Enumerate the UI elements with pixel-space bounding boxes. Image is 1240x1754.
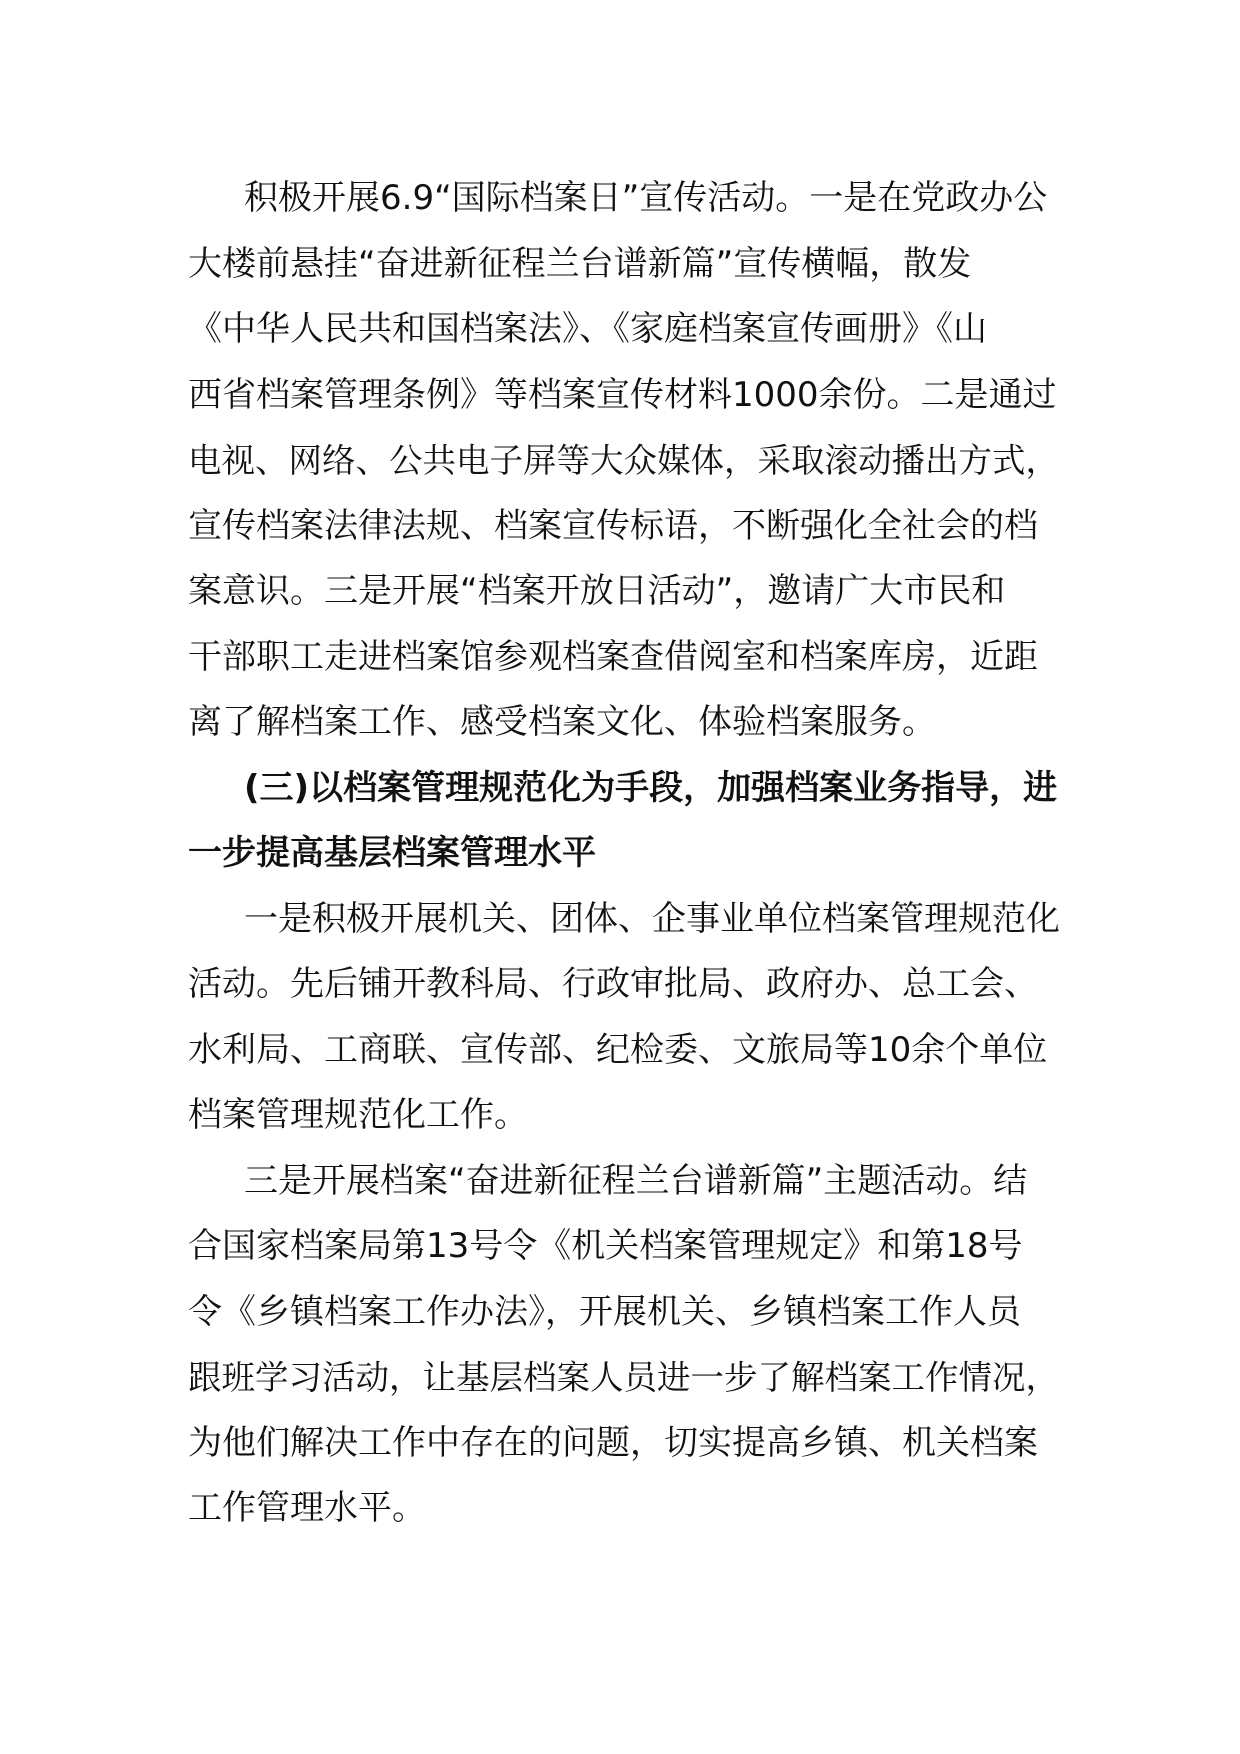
- paragraph-line: 西省档案管理条例》等档案宣传材料1000余份。二是通过: [188, 374, 1057, 415]
- heading-line: (三)以档案管理规范化为手段，加强档案业务指导，进: [244, 767, 1058, 808]
- paragraph-line: 一是积极开展机关、团体、企事业单位档案管理规范化: [244, 898, 1060, 939]
- paragraph-line: 令《乡镇档案工作办法》，开展机关、乡镇档案工作人员: [188, 1291, 1021, 1332]
- paragraph-line: 电视、网络、公共电子屏等大众媒体，采取滚动播出方式，: [188, 441, 1059, 480]
- paragraph-line: 离了解档案工作、感受档案文化、体验档案服务。: [188, 702, 936, 742]
- paragraph-international-archives-day: [188, 166, 1060, 756]
- paragraph-line: 活动。先后铺开教科局、行政审批局、政府办、总工会、: [188, 964, 1038, 1004]
- document-body: [188, 166, 1060, 1542]
- paragraph-line: 跟班学习活动，让基层档案人员进一步了解档案工作情况，: [188, 1358, 1059, 1397]
- paragraph-line: 档案管理规范化工作。: [188, 1095, 528, 1135]
- section-heading-3: [188, 756, 1060, 887]
- paragraph-line: 案意识。三是开展“档案开放日活动”，邀请广大市民和: [188, 571, 1006, 611]
- paragraph-standardization: [188, 887, 1060, 1149]
- paragraph-line: 大楼前悬挂“奋进新征程兰台谱新篇”宣传横幅，散发: [188, 243, 972, 284]
- heading-line: 一步提高基层档案管理水平: [188, 833, 596, 873]
- paragraph-line: 水利局、工商联、宣传部、纪检委、文旅局等10余个单位: [188, 1029, 1048, 1070]
- paragraph-theme-activity: [188, 1149, 1060, 1542]
- paragraph-line: 合国家档案局第13号令《机关档案管理规定》和第18号: [188, 1226, 1023, 1266]
- paragraph-line: 积极开展6.9“国际档案日”宣传活动。一是在党政办公: [244, 178, 1048, 218]
- paragraph-line: 三是开展档案“奋进新征程兰台谱新篇”主题活动。结: [244, 1160, 1028, 1201]
- paragraph-line: 为他们解决工作中存在的问题，切实提高乡镇、机关档案: [188, 1422, 1038, 1463]
- paragraph-line: 《中华人民共和国档案法》、《家庭档案宣传画册》《山: [188, 309, 987, 349]
- paragraph-line: 宣传档案法律法规、档案宣传标语，不断强化全社会的档: [188, 505, 1038, 546]
- paragraph-line: 干部职工走进档案馆参观档案查借阅室和档案库房，近距: [188, 636, 1038, 677]
- paragraph-line: 工作管理水平。: [188, 1488, 426, 1528]
